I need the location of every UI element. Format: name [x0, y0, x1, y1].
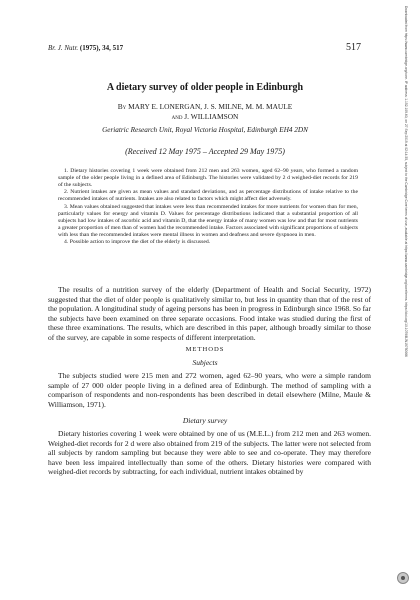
abstract-point-3: 3. Mean values obtained suggested that intakes were less than recommended intakes for more nutrients for women than for men, particularly values for energy and vitamin D. Values for percentage distributions indicated that a substantial proportion of all subjects had low intakes of ascorbic acid and vitamin D, that the energy intake of many women was low and that for most nutrients a greater proportion of men than of women had the recommended intake. Factors associated with significant proportions of subjects with less than the recommended intakes were mental illness in women and deafness and severe dyspnoea in men. [58, 203, 358, 238]
abstract-point-4: 4. Possible action to improve the diet of the elderly is discussed. [64, 239, 211, 246]
journal-citation: (1975), 34, 517 [79, 44, 124, 52]
introduction [48, 285, 371, 343]
author-line-2: and J. WILLIAMSON [171, 112, 239, 121]
running-head [48, 44, 123, 52]
dietary-survey-section [48, 429, 371, 477]
download-side-note: Downloaded from https://www.cambridge.org/core. IP address: 1.152.109.60, on 27 Sep 2019 at 02:14:35, subject to the Cambridge Core terms of use, available at https://www.cambridge.org/core/terms. https://doi.org/10.1079/BJN19750066 [404, 6, 408, 357]
received-dates: (Received 12 May 1975 – Accepted 29 May 1975) [125, 147, 285, 156]
dietary-survey-heading: Dietary survey [182, 416, 228, 425]
author-line-1: By MARY E. LONERGAN, J. S. MILNE, M. M. MAULE [117, 102, 293, 111]
journal-name: Br. J. Nutr. [48, 44, 79, 52]
subjects-heading: Subjects [192, 358, 218, 367]
dietary-survey-paragraph: Dietary histories covering 1 week were obtained by one of us (M.E.L.) from 212 men and 263 women. Weighed-diet records for 2 d were also obtained from 219 of the subjects. The latter were not selected from all subjects by random sampling but because they were able to see and co-operate. They may therefore have been less impaired intellectually than some of the others. Dietary histories were compared with weighed-diet records by subtracting, for each individual, nutrient intakes obtained by [48, 429, 371, 477]
author-list [40, 102, 370, 122]
article-title: A dietary survey of older people in Edinburgh [106, 82, 304, 93]
subjects-section [48, 371, 371, 409]
intro-paragraph: The results of a nutrition survey of the elderly (Department of Health and Social Security, 1972) suggested that the diet of older people is qualitatively similar to, but less in quantity than that of the rest of the population. A longitudinal study of ageing persons has been in progress in Edinburgh since 1968. So far the subjects have been examined on three separate occasions. Food intake was studied during the first of these three examinations. The results, which are described in this paper, although broadly similar to those of the survey, are capable in some respects of different interpretation. [48, 285, 371, 342]
abstract-point-2: 2. Nutrient intakes are given as mean values and standard deviations, and as percentage distributions of intake relative to the recommended intakes of nutrients. Intakes are also related to factors which might affect diet adversely. [58, 189, 358, 203]
crossmark-icon[interactable] [397, 572, 409, 584]
abstract [58, 168, 358, 247]
page-number: 517 [346, 42, 361, 53]
affiliation: Geriatric Research Unit, Royal Victoria Hospital, Edinburgh EH4 2DN [102, 126, 308, 134]
abstract-point-1: 1. Dietary histories covering 1 week were obtained from 212 men and 263 women, aged 62–90 years, who formed a random sample of the older people living in a defined area of Edinburgh. The histories were validated by 2 d weighed-diet records for 219 of the subjects. [58, 168, 358, 188]
methods-heading: METHODS [185, 346, 225, 353]
subjects-paragraph: The subjects studied were 215 men and 272 women, aged 62–90 years, who were a simple random sample of 27 000 older people living in a defined area of Edinburgh. The method of sampling with a comparison of respondents and non-respondents has been described in detail elsewhere (Milne, Maule & Williamson, 1971). [48, 371, 371, 409]
